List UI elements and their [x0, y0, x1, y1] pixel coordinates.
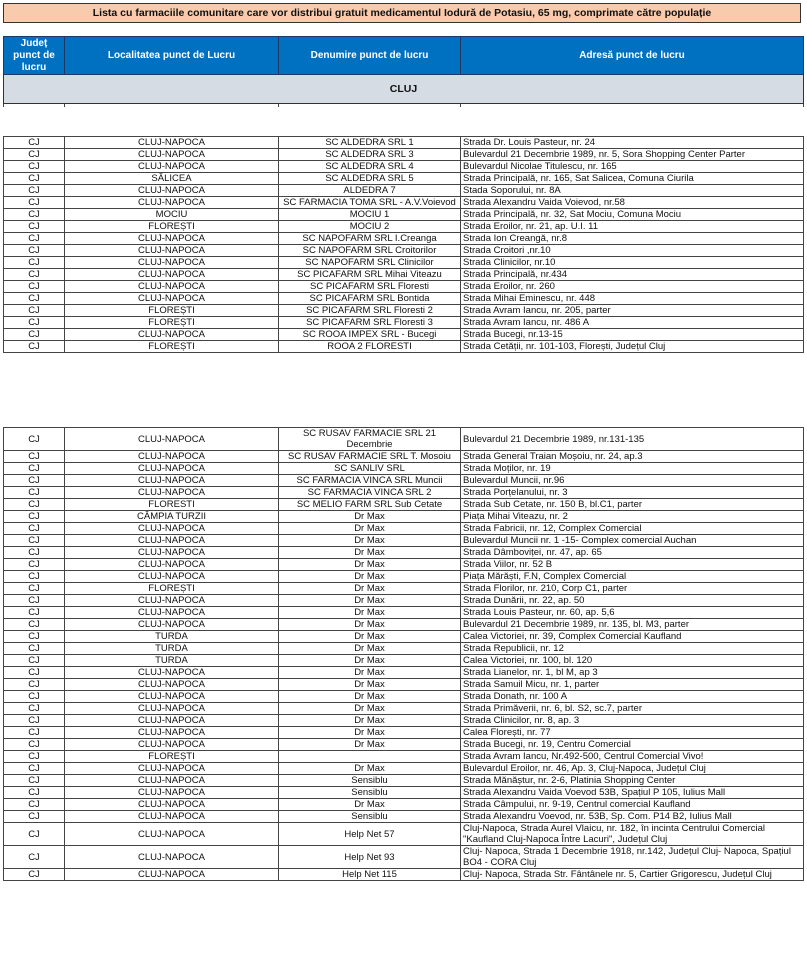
cell-denumire: SC FARMACIA VINCA SRL Muncii [279, 475, 461, 487]
column-header-denumire: Denumire punct de lucru [279, 37, 461, 75]
table-row [4, 269, 804, 281]
cell-localitate: TURDA [65, 655, 279, 667]
cell-localitate: CLUJ-NAPOCA [65, 475, 279, 487]
cell-judet: CJ [4, 341, 65, 353]
cell-localitate: CLUJ-NAPOCA [65, 137, 279, 149]
cell-judet: CJ [4, 799, 65, 811]
cell-judet: CJ [4, 293, 65, 305]
table-row [4, 703, 804, 715]
cell-localitate: CLUJ-NAPOCA [65, 293, 279, 305]
table-row [4, 571, 804, 583]
cell-localitate: CLUJ-NAPOCA [65, 428, 279, 451]
table-row [4, 221, 804, 233]
cell-judet: CJ [4, 281, 65, 293]
table-row [4, 499, 804, 511]
cell-judet: CJ [4, 137, 65, 149]
document-title: Lista cu farmaciile comunitare care vor distribui gratuit medicamentul Iodură de Potasiu, 65 mg, comprimate către populație [3, 3, 801, 23]
cell-denumire: Help Net 57 [279, 823, 461, 846]
cell-adresa: Strada Dr. Louis Pasteur, nr. 24 [461, 137, 804, 149]
column-header-judet: Județ punct de lucru [4, 37, 65, 75]
cell-judet: CJ [4, 197, 65, 209]
pharmacy-table-2 [3, 427, 804, 881]
table-row [4, 811, 804, 823]
cell-denumire: Dr Max [279, 583, 461, 595]
column-header-row [4, 37, 804, 75]
cell-judet: CJ [4, 571, 65, 583]
table-row [4, 631, 804, 643]
cell-localitate: CLUJ-NAPOCA [65, 811, 279, 823]
cell-adresa: Bulevardul Eroilor, nr. 46, Ap. 3, Cluj-Napoca, Județul Cluj [461, 763, 804, 775]
cell-judet: CJ [4, 161, 65, 173]
table-row [4, 329, 804, 341]
cell-judet: CJ [4, 655, 65, 667]
header-table [3, 36, 804, 107]
table-row [4, 679, 804, 691]
table-row [4, 293, 804, 305]
cell-adresa: Strada Croitori ,nr.10 [461, 245, 804, 257]
cell-denumire: Dr Max [279, 523, 461, 535]
cell-denumire: SC NAPOFARM SRL I.Creanga [279, 233, 461, 245]
empty-cell [4, 104, 65, 108]
cell-adresa: Strada Donath, nr. 100 A [461, 691, 804, 703]
table-row [4, 715, 804, 727]
cell-localitate: CLUJ-NAPOCA [65, 161, 279, 173]
table-row [4, 317, 804, 329]
cell-localitate: CLUJ-NAPOCA [65, 775, 279, 787]
cell-adresa: Strada Principală, nr.434 [461, 269, 804, 281]
cell-localitate: CLUJ-NAPOCA [65, 869, 279, 881]
cell-localitate: CLUJ-NAPOCA [65, 233, 279, 245]
cell-adresa: Strada Lianelor, nr. 1, bl M, ap 3 [461, 667, 804, 679]
cell-denumire: Dr Max [279, 667, 461, 679]
cell-adresa: Strada Mănăștur, nr. 2-6, Platinia Shopping Center [461, 775, 804, 787]
cell-localitate: CLUJ-NAPOCA [65, 547, 279, 559]
table-row [4, 607, 804, 619]
table-row [4, 869, 804, 881]
region-label: CLUJ [4, 75, 804, 104]
cell-localitate: CLUJ-NAPOCA [65, 703, 279, 715]
cell-localitate: CLUJ-NAPOCA [65, 463, 279, 475]
cell-judet: CJ [4, 451, 65, 463]
cell-localitate: CLUJ-NAPOCA [65, 799, 279, 811]
cell-localitate: CLUJ-NAPOCA [65, 679, 279, 691]
cell-denumire: Dr Max [279, 547, 461, 559]
cell-denumire: Dr Max [279, 511, 461, 523]
cell-adresa: Bulevardul Nicolae Titulescu, nr. 165 [461, 161, 804, 173]
cell-adresa: Strada Fabricii, nr. 12, Complex Comercial [461, 523, 804, 535]
cell-denumire: SC ALDEDRA SRL 5 [279, 173, 461, 185]
cell-judet: CJ [4, 619, 65, 631]
cell-judet: CJ [4, 463, 65, 475]
cell-localitate: CLUJ-NAPOCA [65, 185, 279, 197]
cell-localitate: FLOREȘTI [65, 341, 279, 353]
cell-adresa: Cluj- Napoca, Strada 1 Decembrie 1918, nr.142, Județul Cluj- Napoca, Spațiul BO4 - CORA Cluj [461, 846, 804, 869]
cell-adresa: Strada Clinicilor, nr. 8, ap. 3 [461, 715, 804, 727]
cell-localitate: CLUJ-NAPOCA [65, 823, 279, 846]
cell-denumire: Dr Max [279, 535, 461, 547]
cell-judet: CJ [4, 185, 65, 197]
table-row [4, 185, 804, 197]
cell-adresa: Strada Sub Cetate, nr. 150 B, bl.C1, parter [461, 499, 804, 511]
table-row [4, 583, 804, 595]
cell-adresa: Bulevardul Muncii, nr.96 [461, 475, 804, 487]
cell-localitate: CLUJ-NAPOCA [65, 257, 279, 269]
cell-adresa: Strada Samuil Micu, nr. 1, parter [461, 679, 804, 691]
cell-denumire: SC PICAFARM SRL Floresti 2 [279, 305, 461, 317]
table-row [4, 197, 804, 209]
cell-judet: CJ [4, 523, 65, 535]
cell-denumire: Dr Max [279, 715, 461, 727]
table-row [4, 751, 804, 763]
cell-judet: CJ [4, 823, 65, 846]
table-row [4, 727, 804, 739]
cell-localitate: FLOREȘTI [65, 221, 279, 233]
cell-judet: CJ [4, 233, 65, 245]
cell-localitate: FLOREȘTI [65, 305, 279, 317]
cell-denumire: SC FARMACIA VINCA SRL 2 [279, 487, 461, 499]
table-row [4, 173, 804, 185]
cell-judet: CJ [4, 245, 65, 257]
cell-localitate: CLUJ-NAPOCA [65, 487, 279, 499]
cell-denumire: MOCIU 1 [279, 209, 461, 221]
cell-localitate: CLUJ-NAPOCA [65, 559, 279, 571]
table-row [4, 667, 804, 679]
cell-denumire: SC PICAFARM SRL Mihai Viteazu [279, 269, 461, 281]
cell-judet: CJ [4, 607, 65, 619]
cell-adresa: Stada Soporului, nr. 8A [461, 185, 804, 197]
cell-localitate: CLUJ-NAPOCA [65, 281, 279, 293]
cell-denumire: SC NAPOFARM SRL Clinicilor [279, 257, 461, 269]
cell-denumire: Dr Max [279, 799, 461, 811]
cell-adresa: Strada Avram Iancu, nr. 486 A [461, 317, 804, 329]
cell-judet: CJ [4, 149, 65, 161]
cell-judet: CJ [4, 428, 65, 451]
cell-denumire: Dr Max [279, 559, 461, 571]
cell-denumire: SC RUSAV FARMACIE SRL T. Mosoiu [279, 451, 461, 463]
cell-denumire: SC ALDEDRA SRL 1 [279, 137, 461, 149]
table-row [4, 161, 804, 173]
cell-judet: CJ [4, 547, 65, 559]
cell-adresa: Strada Eroilor, nr. 260 [461, 281, 804, 293]
cell-denumire: Sensiblu [279, 811, 461, 823]
cell-denumire [279, 751, 461, 763]
cell-localitate: TURDA [65, 643, 279, 655]
cell-localitate: CLUJ-NAPOCA [65, 149, 279, 161]
table-row [4, 547, 804, 559]
table-row [4, 775, 804, 787]
table-row [4, 245, 804, 257]
cell-localitate: CÂMPIA TURZII [65, 511, 279, 523]
table-row [4, 209, 804, 221]
table-row [4, 595, 804, 607]
cell-localitate: MOCIU [65, 209, 279, 221]
table-row [4, 643, 804, 655]
cell-adresa: Calea Florești, nr. 77 [461, 727, 804, 739]
cell-denumire: SC NAPOFARM SRL Croitorilor [279, 245, 461, 257]
table-row [4, 739, 804, 751]
cell-adresa: Strada Ion Creangă, nr.8 [461, 233, 804, 245]
table-row [4, 487, 804, 499]
table-row [4, 523, 804, 535]
table-row [4, 428, 804, 451]
table-row [4, 619, 804, 631]
table-row [4, 511, 804, 523]
cell-localitate: FLOREȘTI [65, 583, 279, 595]
table-row [4, 787, 804, 799]
cell-judet: CJ [4, 846, 65, 869]
cell-judet: CJ [4, 787, 65, 799]
cell-denumire: Dr Max [279, 643, 461, 655]
cell-localitate: CLUJ-NAPOCA [65, 269, 279, 281]
cell-adresa: Strada Avram Iancu, nr. 205, parter [461, 305, 804, 317]
spacer-row [4, 104, 804, 108]
cell-judet: CJ [4, 269, 65, 281]
cell-denumire: SC FARMACIA TOMA SRL - A.V.Voievod [279, 197, 461, 209]
cell-judet: CJ [4, 221, 65, 233]
table-row [4, 233, 804, 245]
cell-denumire: SC SANLIV SRL [279, 463, 461, 475]
cell-adresa: Strada Bucegi, nr. 19, Centru Comercial [461, 739, 804, 751]
cell-judet: CJ [4, 869, 65, 881]
table-row [4, 535, 804, 547]
empty-cell [279, 104, 461, 108]
table-row [4, 763, 804, 775]
cell-denumire: SC RUSAV FARMACIE SRL 21 Decembrie [279, 428, 461, 451]
cell-adresa: Strada Viilor, nr. 52 B [461, 559, 804, 571]
pharmacy-table-1 [3, 136, 804, 353]
cell-localitate: CLUJ-NAPOCA [65, 727, 279, 739]
cell-adresa: Strada Bucegi, nr.13-15 [461, 329, 804, 341]
cell-judet: CJ [4, 715, 65, 727]
cell-localitate: CLUJ-NAPOCA [65, 763, 279, 775]
cell-adresa: Strada Clinicilor, nr.10 [461, 257, 804, 269]
cell-denumire: SC ALDEDRA SRL 3 [279, 149, 461, 161]
cell-localitate: SĂLICEA [65, 173, 279, 185]
cell-judet: CJ [4, 329, 65, 341]
cell-denumire: SC ROOA IMPEX SRL - Bucegi [279, 329, 461, 341]
cell-denumire: Dr Max [279, 571, 461, 583]
empty-cell [65, 104, 279, 108]
table-row [4, 823, 804, 846]
cell-localitate: FLORESTI [65, 499, 279, 511]
cell-judet: CJ [4, 173, 65, 185]
cell-adresa: Strada Moților, nr. 19 [461, 463, 804, 475]
cell-judet: CJ [4, 535, 65, 547]
cell-judet: CJ [4, 209, 65, 221]
table-row [4, 463, 804, 475]
cell-adresa: Strada Principală, nr. 165, Sat Salicea, Comuna Ciurila [461, 173, 804, 185]
cell-judet: CJ [4, 751, 65, 763]
cell-adresa: Strada Dunării, nr. 22, ap. 50 [461, 595, 804, 607]
cell-judet: CJ [4, 679, 65, 691]
table-row [4, 559, 804, 571]
cell-denumire: Sensiblu [279, 787, 461, 799]
cell-adresa: Strada Alexandru Vaida Voievod, nr.58 [461, 197, 804, 209]
cell-judet: CJ [4, 727, 65, 739]
cell-denumire: Sensiblu [279, 775, 461, 787]
cell-denumire: ROOA 2 FLORESTI [279, 341, 461, 353]
cell-adresa: Strada Principală, nr. 32, Sat Mociu, Comuna Mociu [461, 209, 804, 221]
cell-adresa: Cluj- Napoca, Strada Str. Fântânele nr. 5, Cartier Grigorescu, Județul Cluj [461, 869, 804, 881]
table-row [4, 281, 804, 293]
cell-denumire: Dr Max [279, 763, 461, 775]
cell-localitate: TURDA [65, 631, 279, 643]
empty-cell [461, 104, 804, 108]
cell-judet: CJ [4, 703, 65, 715]
cell-judet: CJ [4, 775, 65, 787]
cell-judet: CJ [4, 511, 65, 523]
cell-localitate: CLUJ-NAPOCA [65, 619, 279, 631]
cell-judet: CJ [4, 583, 65, 595]
table-row [4, 799, 804, 811]
cell-denumire: SC ALDEDRA SRL 4 [279, 161, 461, 173]
cell-judet: CJ [4, 667, 65, 679]
cell-adresa: Strada Alexandru Vaida Voevod 53B, Spațiul P 105, Iulius Mall [461, 787, 804, 799]
cell-localitate: CLUJ-NAPOCA [65, 595, 279, 607]
cell-judet: CJ [4, 811, 65, 823]
cell-adresa: Bulevardul 21 Decembrie 1989, nr. 5, Sora Shopping Center Parter [461, 149, 804, 161]
cell-denumire: Dr Max [279, 631, 461, 643]
cell-judet: CJ [4, 763, 65, 775]
cell-adresa: Strada Alexandru Voevod, nr. 53B, Sp. Com. P14 B2, Iulius Mall [461, 811, 804, 823]
cell-denumire: ALDEDRA 7 [279, 185, 461, 197]
cell-denumire: Dr Max [279, 727, 461, 739]
column-header-adresa: Adresă punct de lucru [461, 37, 804, 75]
cell-denumire: SC PICAFARM SRL Floresti 3 [279, 317, 461, 329]
cell-denumire: Dr Max [279, 619, 461, 631]
cell-denumire: MOCIU 2 [279, 221, 461, 233]
cell-judet: CJ [4, 643, 65, 655]
cell-denumire: Help Net 115 [279, 869, 461, 881]
cell-adresa: Strada Republicii, nr. 12 [461, 643, 804, 655]
table-row [4, 475, 804, 487]
cell-localitate: CLUJ-NAPOCA [65, 451, 279, 463]
table-row [4, 257, 804, 269]
cell-denumire: SC PICAFARM SRL Bontida [279, 293, 461, 305]
cell-adresa: Strada Câmpului, nr. 9-19, Centrul comercial Kaufland [461, 799, 804, 811]
cell-judet: CJ [4, 499, 65, 511]
cell-adresa: Strada Primăverii, nr. 6, bl. S2, sc.7, parter [461, 703, 804, 715]
table-row [4, 341, 804, 353]
cell-adresa: Strada Dâmboviței, nr. 47, ap. 65 [461, 547, 804, 559]
cell-denumire: Dr Max [279, 679, 461, 691]
cell-localitate: CLUJ-NAPOCA [65, 607, 279, 619]
cell-adresa: Strada Florilor, nr. 210, Corp C1, parter [461, 583, 804, 595]
cell-adresa: Cluj-Napoca, Strada Aurel Vlaicu, nr. 182, în incinta Centrului Comercial "Kaufland Cluj-Napoca Între Lacuri", Județul Cluj [461, 823, 804, 846]
cell-localitate: CLUJ-NAPOCA [65, 787, 279, 799]
cell-denumire: SC PICAFARM SRL Floresti [279, 281, 461, 293]
table-row [4, 655, 804, 667]
table-row [4, 149, 804, 161]
cell-localitate: CLUJ-NAPOCA [65, 846, 279, 869]
cell-localitate: CLUJ-NAPOCA [65, 197, 279, 209]
cell-localitate: CLUJ-NAPOCA [65, 715, 279, 727]
table-row [4, 305, 804, 317]
cell-localitate: CLUJ-NAPOCA [65, 667, 279, 679]
cell-adresa: Bulevardul Muncii nr. 1 -15- Complex comercial Auchan [461, 535, 804, 547]
cell-localitate: CLUJ-NAPOCA [65, 739, 279, 751]
cell-denumire: Dr Max [279, 739, 461, 751]
cell-localitate: CLUJ-NAPOCA [65, 245, 279, 257]
cell-adresa: Bulevardul 21 Decembrie 1989, nr. 135, bl. M3, parter [461, 619, 804, 631]
cell-adresa: Strada Porțelanului, nr. 3 [461, 487, 804, 499]
cell-denumire: Dr Max [279, 703, 461, 715]
region-row [4, 75, 804, 104]
cell-denumire: Help Net 93 [279, 846, 461, 869]
cell-localitate: CLUJ-NAPOCA [65, 535, 279, 547]
cell-denumire: SC MELIO FARM SRL Sub Cetate [279, 499, 461, 511]
cell-adresa: Calea Victoriei, nr. 100, bl. 120 [461, 655, 804, 667]
cell-judet: CJ [4, 487, 65, 499]
column-header-localitate: Localitatea punct de Lucru [65, 37, 279, 75]
cell-judet: CJ [4, 595, 65, 607]
table-row [4, 137, 804, 149]
cell-localitate: FLOREȘTI [65, 751, 279, 763]
cell-adresa: Strada Avram Iancu, Nr.492-500, Centrul Comercial Vivo! [461, 751, 804, 763]
cell-judet: CJ [4, 691, 65, 703]
table-row [4, 691, 804, 703]
cell-adresa: Strada Cetății, nr. 101-103, Florești, Județul Cluj [461, 341, 804, 353]
cell-adresa: Strada Mihai Eminescu, nr. 448 [461, 293, 804, 305]
cell-denumire: Dr Max [279, 595, 461, 607]
cell-adresa: Piața Mărăști, F.N, Complex Comercial [461, 571, 804, 583]
cell-judet: CJ [4, 475, 65, 487]
cell-adresa: Calea Victoriei, nr. 39, Complex Comercial Kaufland [461, 631, 804, 643]
cell-localitate: CLUJ-NAPOCA [65, 691, 279, 703]
cell-localitate: FLOREȘTI [65, 317, 279, 329]
cell-judet: CJ [4, 257, 65, 269]
cell-judet: CJ [4, 305, 65, 317]
cell-adresa: Bulevardul 21 Decembrie 1989, nr.131-135 [461, 428, 804, 451]
cell-judet: CJ [4, 317, 65, 329]
cell-judet: CJ [4, 631, 65, 643]
cell-denumire: Dr Max [279, 655, 461, 667]
cell-adresa: Strada Eroilor, nr. 21, ap. U.I. 11 [461, 221, 804, 233]
cell-judet: CJ [4, 739, 65, 751]
cell-judet: CJ [4, 559, 65, 571]
cell-adresa: Strada General Traian Moșoiu, nr. 24, ap.3 [461, 451, 804, 463]
cell-adresa: Piața Mihai Viteazu, nr. 2 [461, 511, 804, 523]
cell-denumire: Dr Max [279, 607, 461, 619]
cell-localitate: CLUJ-NAPOCA [65, 329, 279, 341]
cell-adresa: Strada Louis Pasteur, nr. 60, ap. 5,6 [461, 607, 804, 619]
cell-localitate: CLUJ-NAPOCA [65, 523, 279, 535]
table-row [4, 846, 804, 869]
cell-denumire: Dr Max [279, 691, 461, 703]
cell-localitate: CLUJ-NAPOCA [65, 571, 279, 583]
table-row [4, 451, 804, 463]
